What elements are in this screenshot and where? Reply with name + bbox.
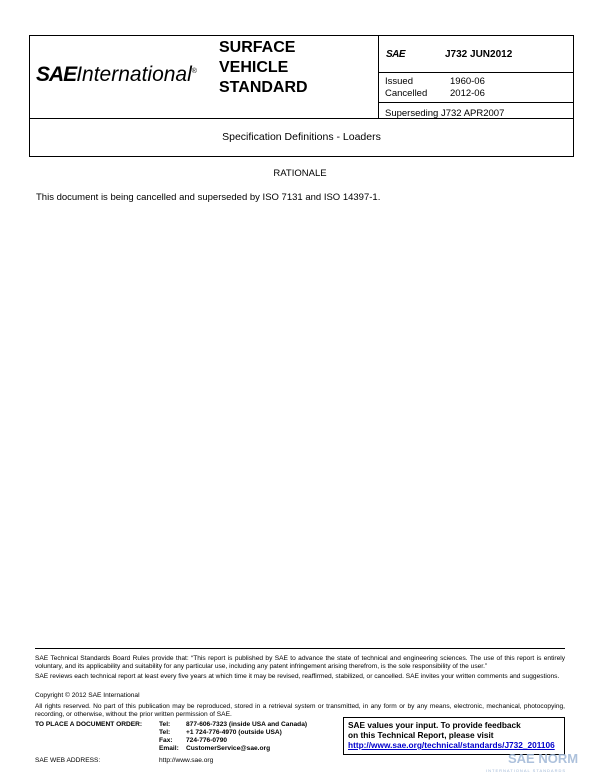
info-divider <box>379 102 574 103</box>
standard-type-line-2: VEHICLE <box>219 59 289 76</box>
contact-value: 724-776-0790 <box>186 737 228 744</box>
footer-rule <box>35 648 565 649</box>
contact-key: Tel: <box>159 729 171 736</box>
contact-key: Fax: <box>159 737 173 744</box>
contact-key: Tel: <box>159 721 171 728</box>
doc-number-cell <box>379 36 574 73</box>
logo-sae: SAE <box>36 63 77 86</box>
web-address-value[interactable]: http://www.sae.org <box>159 757 214 764</box>
cancelled-label: Cancelled <box>385 88 428 99</box>
footer-rights-paragraph: All rights reserved. No part of this publication may be reproduced, stored in a retrieval system or transmitted, in any form or by any means, electronic, mechanical, photocopying, recording, or otherwise, without the prior written permission of SAE. <box>35 703 565 718</box>
sae-international-logo <box>36 63 197 87</box>
sae-mark: SAE <box>386 49 406 60</box>
standard-type <box>219 38 308 98</box>
feedback-line-1: SAE values your input. To provide feedback <box>348 720 521 730</box>
cancelled-value: 2012-06 <box>450 88 485 99</box>
footer-review-paragraph: SAE reviews each technical report at least every five years at which time it may be revised, reaffirmed, stabilized, or cancelled. SAE invites your written comments and suggestions. <box>35 673 560 680</box>
feedback-box <box>343 717 565 755</box>
issue-dates <box>385 76 485 100</box>
superseding-note: Superseding J732 APR2007 <box>385 108 505 119</box>
contact-value[interactable]: CustomerService@sae.org <box>186 745 271 752</box>
document-number: J732 JUN2012 <box>445 49 513 60</box>
title-box <box>29 118 574 157</box>
footer-copyright: Copyright © 2012 SAE International <box>35 692 140 699</box>
order-contacts <box>159 721 307 753</box>
body-text: This document is being cancelled and superseded by ISO 7131 and ISO 14397-1. <box>36 192 381 203</box>
feedback-link[interactable]: http://www.sae.org/technical/standards/J732_201106 <box>348 740 555 750</box>
rationale-heading: RATIONALE <box>273 168 327 179</box>
header-box <box>29 35 574 119</box>
footer-rules-paragraph: SAE Technical Standards Board Rules provide that: “This report is published by SAE to advance the state of technical and engineering sciences. The use of this report is entirely voluntary, and its applicability and suitability for any particular use, including any patent infringement arising therefrom, is the sole responsibility of the user.” <box>35 655 565 670</box>
issued-label: Issued <box>385 76 413 87</box>
document-title: Specification Definitions - Loaders <box>222 131 381 143</box>
standard-type-line-3: STANDARD <box>219 79 308 96</box>
contact-value: +1 724-776-4970 (outside USA) <box>186 729 282 736</box>
issued-value: 1960-06 <box>450 76 485 87</box>
web-address-label: SAE WEB ADDRESS: <box>35 757 101 764</box>
watermark: SAE NORM <box>508 751 579 766</box>
order-title: TO PLACE A DOCUMENT ORDER: <box>35 721 143 728</box>
logo-international: International <box>76 63 192 86</box>
standard-type-line-1: SURFACE <box>219 39 296 56</box>
logo-registered-mark: ® <box>191 68 197 75</box>
watermark-subtext: INTERNATIONAL STANDARDS <box>486 768 567 773</box>
contact-key: Email: <box>159 745 179 752</box>
contact-value: 877-606-7323 (inside USA and Canada) <box>186 721 308 728</box>
header-info-column <box>379 36 574 119</box>
feedback-line-2: on this Technical Report, please visit <box>348 730 494 740</box>
